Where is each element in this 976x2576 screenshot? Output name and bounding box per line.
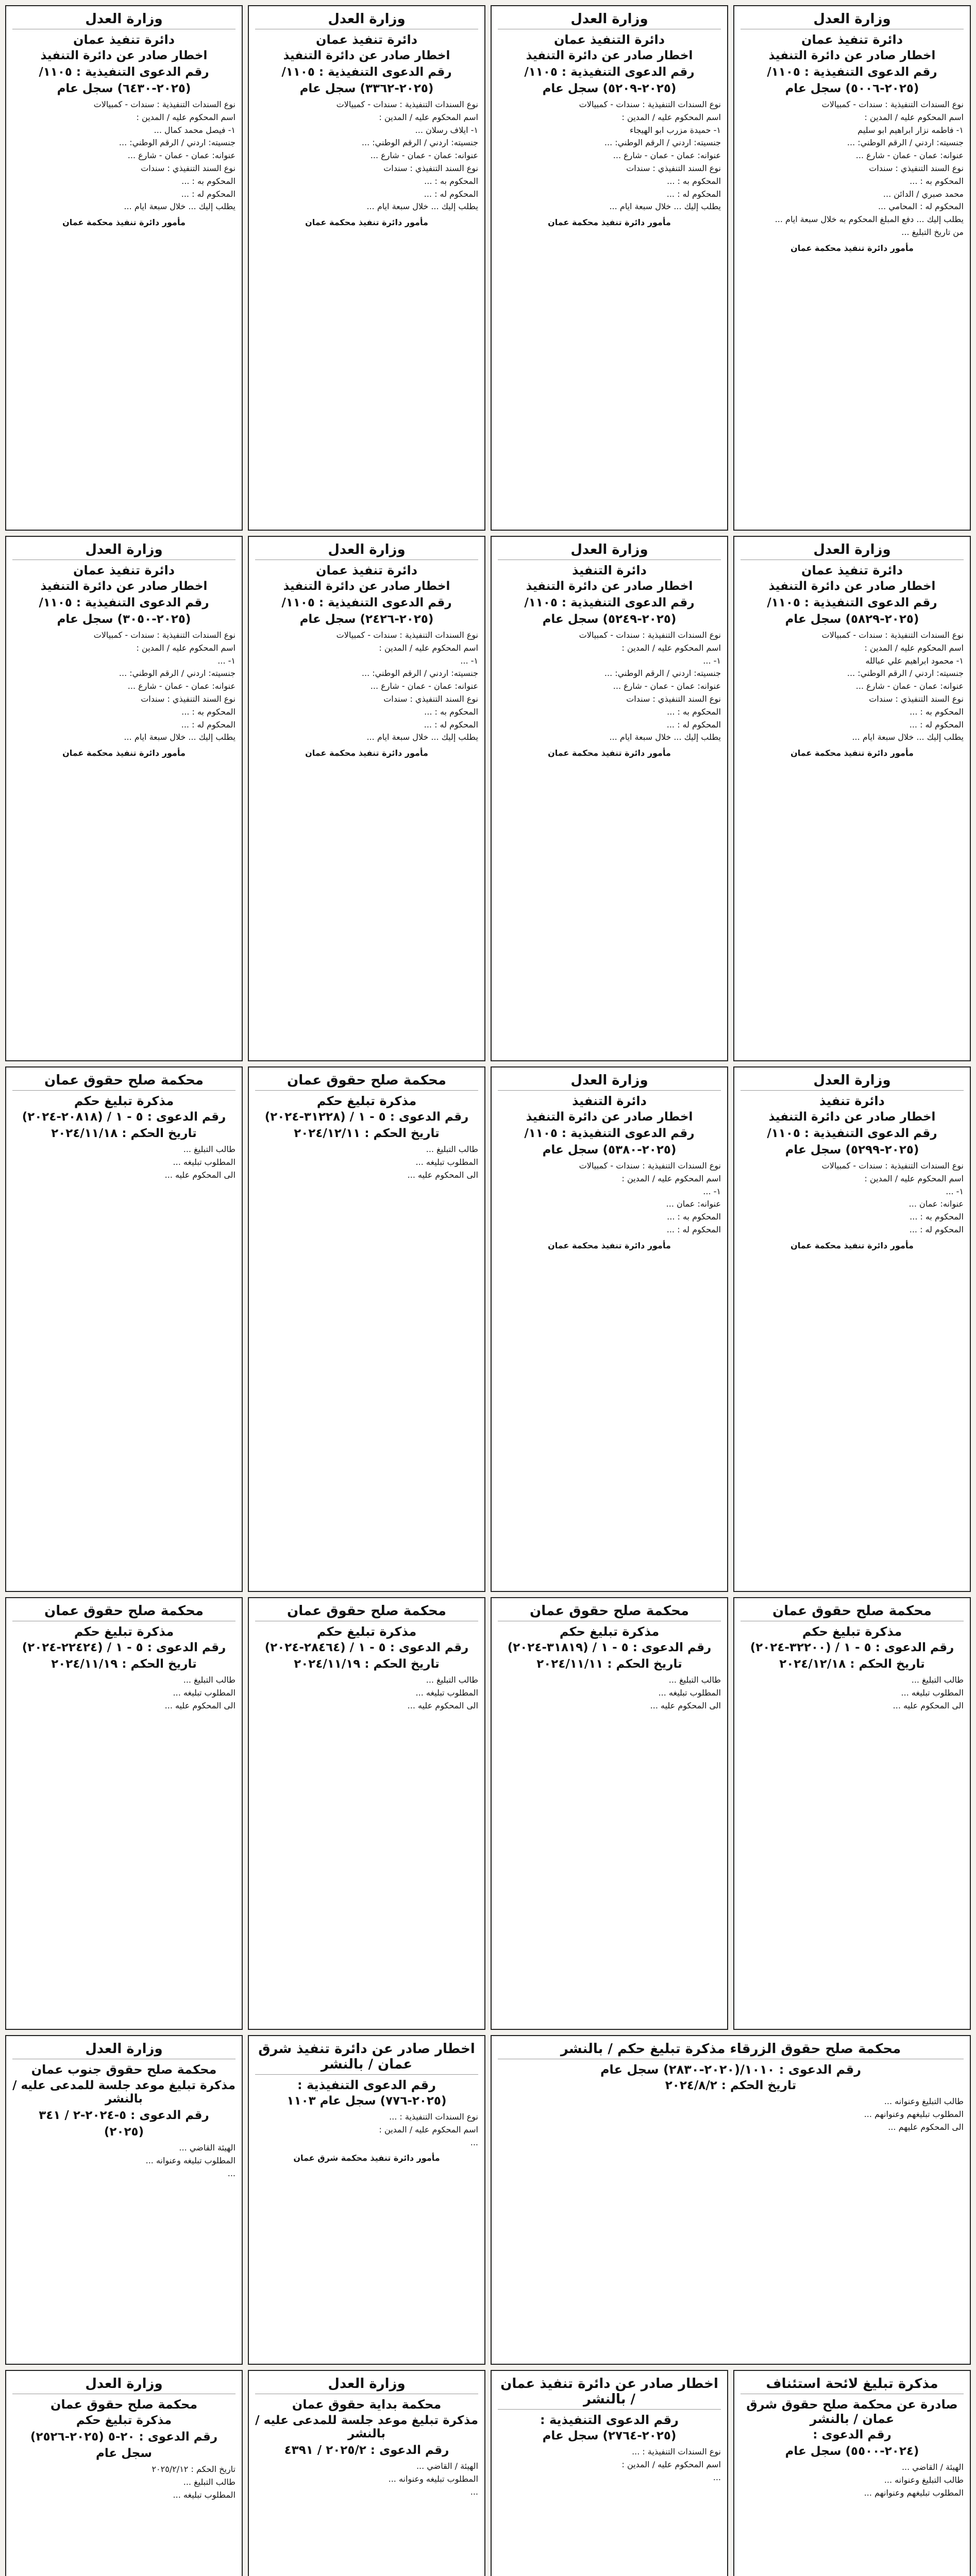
notice-title: رقم الدعوى : ٥ - ١ / (٢٠٨١٨-٢٠٢٤) [22, 1110, 226, 1124]
legal-notice [248, 536, 485, 1061]
notice-title: اخطار صادر عن دائرة التنفيذ [768, 1110, 936, 1124]
legal-notice [5, 5, 243, 531]
notice-case-number: رقم الدعوى التنفيذية : ١١٠٥/ [767, 65, 937, 79]
notice-ministry: اخطار صادر عن دائرة تنفيذ عمان / بالنشر [498, 2376, 721, 2410]
notice-case-number: رقم الدعوى التنفيذية : ١١٠٥/ [39, 65, 209, 79]
notice-case-number: رقم الدعوى التنفيذية : ١١٠٥/ [39, 596, 209, 609]
notice-title: اخطار صادر عن دائرة التنفيذ [768, 49, 936, 62]
notice-department: دائرة التنفيذ عمان [553, 32, 665, 47]
legal-notice [5, 2035, 243, 2365]
notice-body: طالب التبليغ وعنوانه ... المطلوب تبليغهم وعنوانهم ... الى المحكوم عليهم ... [864, 2096, 964, 2132]
legal-notice [248, 1066, 485, 1592]
notice-ministry: وزارة العدل [498, 11, 721, 29]
notice-department: محكمة صلح حقوق جنوب عمان [31, 2062, 217, 2077]
notice-ministry: وزارة العدل [498, 542, 721, 560]
notice-title: تاريخ الحكم : ٢٠٢٤/٨/٢ [665, 2079, 797, 2092]
notice-department: دائرة التنفيذ [572, 1094, 647, 1108]
notice-case-number: رقم الدعوى : ٢٠-٥ (٢٠٢٥-٢٥٢٦) [30, 2430, 218, 2444]
notice-case-year: (٢٠٢٥-٥٢٠٩) سجل عام [542, 82, 677, 95]
notice-title: مذكرة تبليغ موعد جلسة للمدعى عليه / بالنشر [255, 2414, 478, 2441]
notice-body: نوع السندات التنفيذية : سندات - كمبيالات اسم المحكوم عليه / المدين : ١- فاطمه نزار ابراهيم ابو سليم جنسيته: اردني / الرقم الوطني: ... عنوانه: عمان - عمان - شارع ... نوع السند التنفيذي : سندات المحكوم به : ... محمد صبري / الدائن ... المحكوم له : المحامي ... يطلب إليك ... دفع المبلغ المحكوم به خلال سبعة ايام ... من تاريخ التبليغ ... [775, 99, 964, 237]
notice-body: طالب التبليغ ... المطلوب تبليغه ... الى المحكوم عليه ... [650, 1675, 721, 1710]
notice-title: اخطار صادر عن دائرة التنفيذ [40, 580, 208, 593]
notice-case-number: تاريخ الحكم : ٢٠٢٤/١١/١٩ [51, 1657, 197, 1671]
notice-title: رقم الدعوى : ٥ - ١ / (٣٢٢٠٠-٢٠٢٤) [750, 1641, 954, 1654]
notice-ministry: وزارة العدل [741, 1073, 964, 1091]
notice-ministry: محكمة صلح حقوق عمان [255, 1073, 478, 1091]
notice-body: نوع السندات التنفيذية : سندات - كمبيالات اسم المحكوم عليه / المدين : ١- ... جنسيته: اردني / الرقم الوطني: ... عنوانه: عمان - عمان - شارع ... نوع السند التنفيذي : سندات المحكوم به : ... المحكوم له : ... يطلب إليك ... خلال سبعة ايام ... [93, 630, 235, 742]
legal-notice [248, 5, 485, 531]
notice-case-year: (٢٠٢٥-٥٢٤٩) سجل عام [542, 613, 677, 626]
legal-notice [733, 536, 971, 1061]
notice-body: نوع السندات التنفيذية : ... اسم المحكوم عليه / المدين : ... [379, 2112, 478, 2147]
notice-case-number: رقم الدعوى : ٥-٢٠٢٤-٢ / ٣٤١ [39, 2109, 209, 2122]
notice-footer: مأمور دائرة تنفيذ محكمة عمان [305, 217, 428, 228]
notice-case-number: رقم الدعوى التنفيذية : ١١٠٥/ [767, 1127, 937, 1140]
notice-department: مذكرة تبليغ حكم [316, 1094, 417, 1108]
notice-case-number: رقم الدعوى التنفيذية : ١١٠٥/ [767, 596, 937, 609]
notice-department: دائرة تنفيذ [819, 1094, 885, 1108]
notice-case-number: رقم الدعوى التنفيذية : ١١٠٥/ [524, 1127, 695, 1140]
notice-footer: مأمور دائرة تنفيذ محكمة عمان [790, 748, 914, 758]
notice-ministry: وزارة العدل [12, 11, 235, 29]
legal-notice [733, 1597, 971, 2030]
notice-title: اخطار صادر عن دائرة التنفيذ [526, 49, 693, 62]
notice-case-number: تاريخ الحكم : ٢٠٢٤/١١/١١ [536, 1657, 682, 1671]
notice-title: اخطار صادر عن دائرة التنفيذ [768, 580, 936, 593]
notice-ministry: اخطار صادر عن دائرة تنفيذ شرق عمان / بالنشر [255, 2041, 478, 2075]
notice-title: اخطار صادر عن دائرة التنفيذ [40, 49, 208, 62]
notice-case-year: (٢٠٢٥-٥٢٩٩) سجل عام [785, 1143, 919, 1157]
notice-ministry: وزارة العدل [12, 542, 235, 560]
notice-body: نوع السندات التنفيذية : سندات - كمبيالات اسم المحكوم عليه / المدين : ١- ... جنسيته: اردني / الرقم الوطني: ... عنوانه: عمان - عمان - شارع ... نوع السند التنفيذي : سندات المحكوم به : ... المحكوم له : ... يطلب إليك ... خلال سبعة ايام ... [336, 630, 478, 742]
notice-body: طالب التبليغ ... المطلوب تبليغه ... الى المحكوم عليه ... [164, 1675, 235, 1710]
notice-body: نوع السندات التنفيذية : سندات - كمبيالات اسم المحكوم عليه / المدين : ١- حميدة مزرب ابو الهيجاء جنسيته: اردني / الرقم الوطني: ... عنوانه: عمان - عمان - شارع ... نوع السند التنفيذي : سندات المحكوم به : ... المحكوم له : ... يطلب إليك ... خلال سبعة ايام ... [579, 99, 721, 212]
notice-case-number: رقم الدعوى التنفيذية : ١١٠٥/ [281, 65, 452, 79]
notice-case-year: (٢٠٢٥-٢٤٢٦) سجل عام [299, 613, 434, 626]
notice-case-year: (٢٠٢٥) [104, 2125, 144, 2139]
notice-department: محكمة بداية حقوق عمان [292, 2397, 442, 2412]
notice-case-number: تاريخ الحكم : ٢٠٢٤/١١/١٩ [294, 1657, 440, 1671]
notice-ministry: وزارة العدل [255, 542, 478, 560]
notice-department: رقم الدعوى التنفيذية : [540, 2413, 679, 2427]
notice-department: رقم الدعوى : ١٠١٠/(٢٠٢٠-٢٨٣٠) سجل عام [600, 2062, 862, 2077]
notice-body: طالب التبليغ ... المطلوب تبليغه ... الى المحكوم عليه ... [164, 1144, 235, 1180]
notice-footer: مأمور دائرة تنفيذ محكمة شرق عمان [293, 2153, 440, 2163]
notice-case-year: (٢٠٢٥-٥٣٨٠) سجل عام [542, 1143, 677, 1157]
notice-title: (٢٠٢٥-٢٧٦٤) سجل عام [542, 2429, 677, 2443]
notice-footer: مأمور دائرة تنفيذ محكمة عمان [305, 748, 428, 758]
notice-body: نوع السندات التنفيذية : ... اسم المحكوم عليه / المدين : ... [621, 2447, 721, 2482]
notice-department: دائرة تنفيذ عمان [315, 32, 418, 47]
notice-ministry: وزارة العدل [741, 11, 964, 29]
notice-case-number: رقم الدعوى : ٢٠٢٥/٢ / ٤٣٩١ [284, 2444, 449, 2457]
notice-ministry: وزارة العدل [255, 11, 478, 29]
notice-case-number: (٢٠٢٤-٥٥٠٠) سجل عام [785, 2445, 919, 2458]
notice-body: طالب التبليغ ... المطلوب تبليغه ... الى المحكوم عليه ... [407, 1144, 478, 1180]
notice-body: الهيئة القاضي ... المطلوب تبليغه وعنوانه ... ... [145, 2143, 235, 2178]
legal-notice [491, 2370, 728, 2576]
notices-grid [5, 5, 971, 2576]
notice-ministry: محكمة صلح حقوق عمان [12, 1073, 235, 1091]
notice-ministry: مذكرة تبليغ لائحة استئناف [741, 2376, 964, 2394]
notice-department: مذكرة تبليغ حكم [316, 1624, 417, 1639]
notice-body: نوع السندات التنفيذية : سندات - كمبيالات اسم المحكوم عليه / المدين : ١- محمود ابراهيم علي عبالله جنسيته: اردني / الرقم الوطني: ... عنوانه: عمان - عمان - شارع ... نوع السند التنفيذي : سندات المحكوم به : ... المحكوم له : ... يطلب إليك ... خلال سبعة ايام ... [821, 630, 964, 742]
notice-department: محكمة صلح حقوق عمان [50, 2397, 198, 2412]
notice-department: صادرة عن محكمة صلح حقوق شرق عمان / بالنشر [746, 2397, 958, 2426]
notice-department: دائرة تنفيذ عمان [801, 563, 903, 578]
notice-ministry: وزارة العدل [741, 542, 964, 560]
notice-case-year: (٢٠٢٥-٥٨٢٩) سجل عام [785, 613, 919, 626]
notice-case-year: (٢٠٢٥-٥٠٠٦) سجل عام [785, 82, 919, 95]
legal-notice [5, 1597, 243, 2030]
notice-footer: مأمور دائرة تنفيذ محكمة عمان [548, 217, 671, 228]
notice-ministry: محكمة صلح حقوق عمان [255, 1603, 478, 1621]
legal-notice [5, 2370, 243, 2576]
notice-case-year: (٢٠٢٥-٣٠٥٠) سجل عام [57, 613, 191, 626]
legal-notice [491, 2035, 971, 2365]
notice-body: نوع السندات التنفيذية : سندات - كمبيالات اسم المحكوم عليه / المدين : ١- ايلاف رسلان ... جنسيته: اردني / الرقم الوطني: ... عنوانه: عمان - عمان - شارع ... نوع السند التنفيذي : سندات المحكوم به : ... المحكوم له : ... يطلب إليك ... خلال سبعة ايام ... [336, 99, 478, 212]
notice-case-year: (٢٠٢٥-٦٤٣٠) سجل عام [57, 82, 191, 95]
notice-ministry: محكمة صلح حقوق عمان [12, 1603, 235, 1621]
notice-footer: مأمور دائرة تنفيذ محكمة عمان [62, 217, 186, 228]
notice-ministry: وزارة العدل [12, 2376, 235, 2394]
legal-notice [5, 536, 243, 1061]
notice-title: (٢٠٢٥-٧٧٦) سجل عام ١١٠٣ [287, 2094, 447, 2108]
notice-case-year: (٢٠٢٥-٣٣٦٢) سجل عام [299, 82, 434, 95]
notice-body: نوع السندات التنفيذية : سندات - كمبيالات اسم المحكوم عليه / المدين : ١- ... عنوانه: عمان ... المحكوم به : ... المحكوم له : ... [579, 1161, 721, 1234]
legal-notice [733, 2370, 971, 2576]
notice-body: طالب التبليغ ... المطلوب تبليغه ... الى المحكوم عليه ... [407, 1675, 478, 1710]
legal-notice [491, 536, 728, 1061]
notice-ministry: محكمة صلح حقوق عمان [498, 1603, 721, 1621]
notice-ministry: وزارة العدل [498, 1073, 721, 1091]
notice-title: رقم الدعوى : ٥ - ١ / (٢٢٤٢٤-٢٠٢٤) [22, 1641, 226, 1654]
notice-title: رقم الدعوى : [813, 2428, 891, 2442]
notice-case-number: رقم الدعوى التنفيذية : ١١٠٥/ [524, 596, 695, 609]
notice-body: نوع السندات التنفيذية : سندات - كمبيالات اسم المحكوم عليه / المدين : ١- ... عنوانه: عمان ... المحكوم به : ... المحكوم له : ... [821, 1161, 964, 1234]
notice-case-number: تاريخ الحكم : ٢٠٢٤/١٢/١٨ [779, 1657, 925, 1671]
legal-notice [491, 5, 728, 531]
notice-department: دائرة تنفيذ عمان [801, 32, 903, 47]
notice-case-year: سجل عام [96, 2447, 152, 2460]
notice-case-number: رقم الدعوى التنفيذية : ١١٠٥/ [524, 65, 695, 79]
legal-notice [491, 1066, 728, 1592]
notice-footer: مأمور دائرة تنفيذ محكمة عمان [548, 1240, 671, 1250]
notice-body: الهيئة / القاضي ... طالب التبليغ وعنوانه ... المطلوب تبليغهم وعنوانهم ... [864, 2462, 964, 2498]
notice-department: دائرة التنفيذ [572, 563, 647, 578]
notice-department: دائرة تنفيذ عمان [315, 563, 418, 578]
notice-ministry: وزارة العدل [12, 2041, 235, 2059]
notice-case-number: تاريخ الحكم : ٢٠٢٤/١١/١٨ [51, 1127, 197, 1140]
notice-title: مذكرة تبليغ حكم [76, 2414, 172, 2427]
notice-department: دائرة تنفيذ عمان [73, 563, 175, 578]
notice-department: دائرة تنفيذ عمان [73, 32, 175, 47]
notice-body: نوع السندات التنفيذية : سندات - كمبيالات اسم المحكوم عليه / المدين : ١- فيصل محمد كمال ... جنسيته: اردني / الرقم الوطني: ... عنوانه: عمان - عمان - شارع ... نوع السند التنفيذي : سندات المحكوم به : ... المحكوم له : ... يطلب إليك ... خلال سبعة ايام ... [93, 99, 235, 212]
notice-body: تاريخ الحكم : ٢٠٢٥/٢/١٢ طالب التبليغ ... المطلوب تبليغه ... [152, 2464, 235, 2500]
notice-title: مذكرة تبليغ موعد جلسة للمدعى عليه / بالنشر [12, 2079, 235, 2106]
notice-department: رقم الدعوى التنفيذية : [297, 2078, 436, 2092]
notice-ministry: وزارة العدل [255, 2376, 478, 2394]
notice-department: مذكرة تبليغ حكم [74, 1094, 174, 1108]
notice-ministry: محكمة صلح حقوق عمان [741, 1603, 964, 1621]
notice-title: رقم الدعوى : ٥ - ١ / (٣١٨١٩-٢٠٢٤) [507, 1641, 712, 1654]
notice-case-number: تاريخ الحكم : ٢٠٢٤/١٢/١١ [294, 1127, 440, 1140]
notice-department: مذكرة تبليغ حكم [74, 1624, 174, 1639]
legal-notice [248, 1597, 485, 2030]
notice-footer: مأمور دائرة تنفيذ محكمة عمان [790, 1240, 914, 1250]
notice-body: نوع السندات التنفيذية : سندات - كمبيالات اسم المحكوم عليه / المدين : ١- ... جنسيته: اردني / الرقم الوطني: ... عنوانه: عمان - عمان - شارع ... نوع السند التنفيذي : سندات المحكوم به : ... المحكوم له : ... يطلب إليك ... خلال سبعة ايام ... [579, 630, 721, 742]
notice-title: رقم الدعوى : ٥ - ١ / (٣١٢٢٨-٢٠٢٤) [264, 1110, 469, 1124]
notice-body: الهيئة / القاضي ... المطلوب تبليغه وعنوانه ... ... [388, 2461, 478, 2497]
legal-notice [733, 1066, 971, 1592]
legal-notice [248, 2035, 485, 2365]
notice-case-number: رقم الدعوى التنفيذية : ١١٠٥/ [281, 596, 452, 609]
legal-notice [248, 2370, 485, 2576]
notice-footer: مأمور دائرة تنفيذ محكمة عمان [62, 748, 186, 758]
notice-title: اخطار صادر عن دائرة التنفيذ [283, 49, 450, 62]
notice-footer: مأمور دائرة تنفيذ محكمة عمان [548, 748, 671, 758]
notice-title: رقم الدعوى : ٥ - ١ / (٢٨٤٦٤-٢٠٢٤) [264, 1641, 469, 1654]
notice-department: مذكرة تبليغ حكم [802, 1624, 902, 1639]
notice-body: طالب التبليغ ... المطلوب تبليغه ... الى المحكوم عليه ... [893, 1675, 964, 1710]
notice-title: اخطار صادر عن دائرة التنفيذ [526, 580, 693, 593]
legal-notice [491, 1597, 728, 2030]
notice-department: مذكرة تبليغ حكم [559, 1624, 660, 1639]
legal-notice [733, 5, 971, 531]
legal-notice [5, 1066, 243, 1592]
notice-ministry: محكمة صلح حقوق الزرقاء مذكرة تبليغ حكم / بالنشر [498, 2041, 964, 2059]
notice-footer: مأمور دائرة تنفيذ محكمة عمان [790, 243, 914, 253]
notice-title: اخطار صادر عن دائرة التنفيذ [283, 580, 450, 593]
notice-title: اخطار صادر عن دائرة التنفيذ [526, 1110, 693, 1124]
